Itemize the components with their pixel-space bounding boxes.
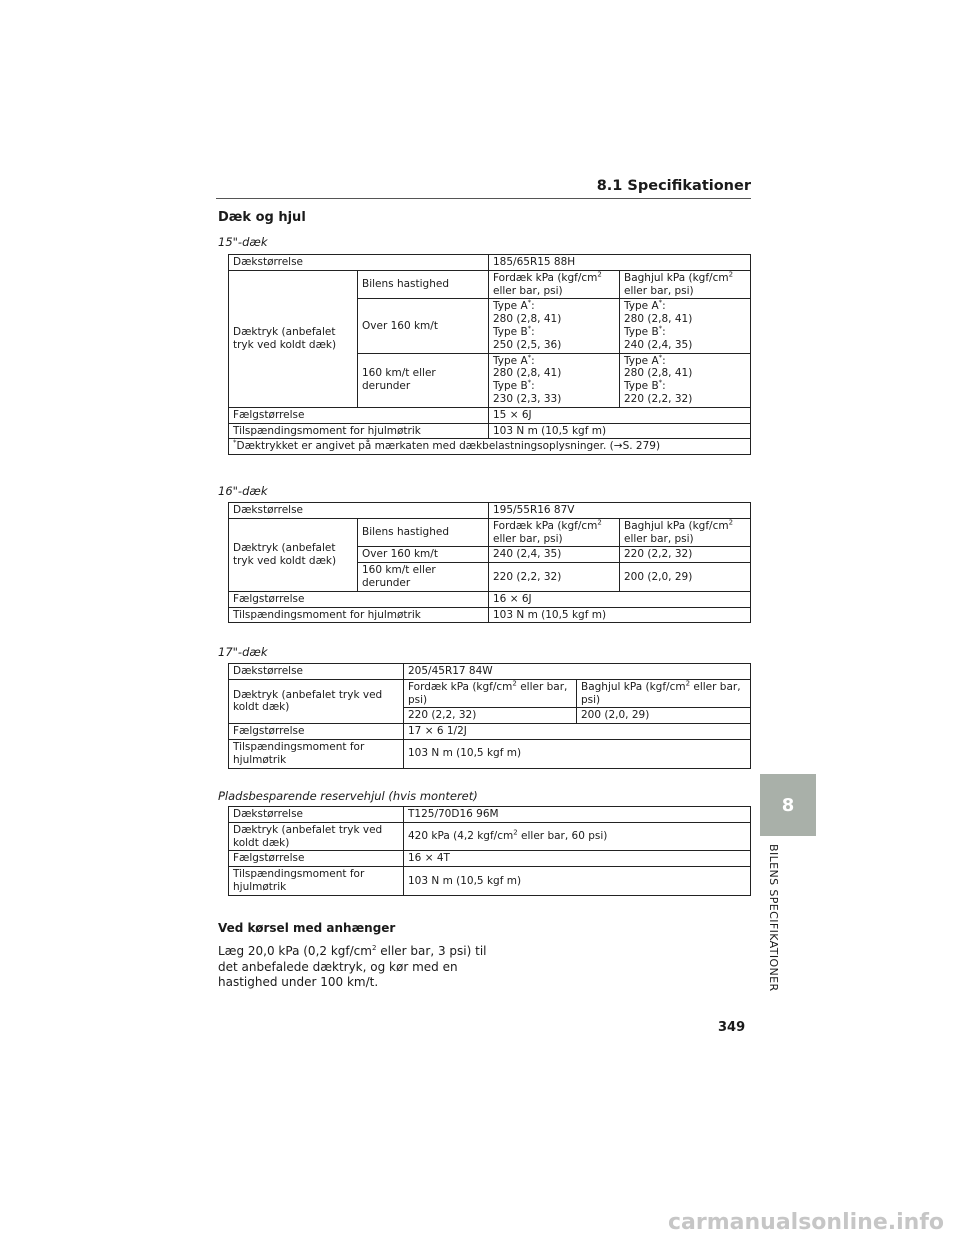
trailer-paragraph: Læg 20,0 kPa (0,2 kgf/$cm^2$ eller bar, 3 psi) til det anbefalede dæktryk, og kør med en hastighed under 100 km/t. (218, 944, 487, 990)
header-divider (216, 198, 751, 199)
table-15-inch (228, 254, 751, 455)
table-cell: 16 × 6J (489, 591, 751, 607)
table-cell: Tilspændingsmoment for hjulmøtrik (229, 423, 489, 439)
chapter-tab-number: 8 (760, 774, 816, 836)
trailer-heading: Ved kørsel med anhænger (218, 921, 396, 935)
table-cell: 103 N m (10,5 kgf m) (404, 739, 751, 768)
table-cell: 220 (2,2, 32) (620, 547, 751, 563)
table-cell: Bilens hastighed (358, 518, 489, 547)
table-cell: 220 (2,2, 32) (489, 563, 620, 592)
table-cell: Fælgstørrelse (229, 724, 404, 740)
table-cell: Dæktryk (anbefalet tryk ved koldt dæk) (229, 679, 404, 723)
table-cell: 103 N m (10,5 kgf m) (404, 867, 751, 896)
table-cell: Fordæk kPa ($kgf/cm^2$ eller bar, psi) (489, 518, 620, 547)
table-spare-wheel (228, 806, 751, 896)
table-cell: Fælgstørrelse (229, 407, 489, 423)
table-cell: Dæktryk (anbefalet tryk ved koldt dæk) (229, 822, 404, 851)
table-cell: Tilspændingsmoment for hjulmøtrik (229, 867, 404, 896)
table-cell: 200 (2,0, 29) (577, 708, 751, 724)
table-cell: Type A*: 280 (2,8, 41) Type B*: 230 (2,3, 33) (489, 353, 620, 407)
table-cell: Fælgstørrelse (229, 591, 489, 607)
table-cell: Dækstørrelse (229, 807, 404, 823)
table-cell: T125/70D16 96M (404, 807, 751, 823)
table-cell: Tilspændingsmoment for hjulmøtrik (229, 607, 489, 623)
table-cell: Type A*: 280 (2,8, 41) Type B*: 240 (2,4, 35) (620, 299, 751, 353)
table-cell: 240 (2,4, 35) (489, 547, 620, 563)
table-16-inch (228, 502, 751, 623)
table-cell: Dækstørrelse (229, 664, 404, 680)
table-15-heading: 15"-dæk (218, 235, 268, 249)
table-cell: Fælgstørrelse (229, 851, 404, 867)
table-cell: 200 (2,0, 29) (620, 563, 751, 592)
table-cell: 103 N m (10,5 kgf m) (489, 607, 751, 623)
table-cell: Fordæk kPa ($kgf/cm^2$ eller bar, psi) (404, 679, 577, 708)
section-heading: Dæk og hjul (218, 210, 306, 225)
table-17-inch (228, 663, 751, 769)
table-cell: Dæktryk (anbefalet tryk ved koldt dæk) (229, 518, 358, 591)
table-cell: 17 × 6 1/2J (404, 724, 751, 740)
table-cell: 195/55R16 87V (489, 503, 751, 519)
table-cell: 220 (2,2, 32) (404, 708, 577, 724)
table-cell: 160 km/t eller derunder (358, 353, 489, 407)
table-cell: Baghjul kPa ($kgf/cm^2$ eller bar, psi) (577, 679, 751, 708)
table-17-heading: 17"-dæk (218, 645, 268, 659)
table-cell: 205/45R17 84W (404, 664, 751, 680)
table-cell: Tilspændingsmoment for hjulmøtrik (229, 739, 404, 768)
table-cell: Dæktryk (anbefalet tryk ved koldt dæk) (229, 270, 358, 407)
table-cell: Over 160 km/t (358, 299, 489, 353)
table-cell: 160 km/t eller derunder (358, 563, 489, 592)
table-16-heading: 16"-dæk (218, 484, 268, 498)
table-cell: Baghjul kPa ($kgf/cm^2$ eller bar, psi) (620, 518, 751, 547)
table-cell: 420 kPa (4,2 kgf/$cm^2$ eller bar, 60 psi) (404, 822, 751, 851)
table-cell: 185/65R15 88H (489, 255, 751, 271)
table-cell: Over 160 km/t (358, 547, 489, 563)
table-cell: 103 N m (10,5 kgf m) (489, 423, 751, 439)
table-cell: 15 × 6J (489, 407, 751, 423)
page-number: 349 (718, 1020, 746, 1035)
table-spare-heading: Pladsbesparende reservehjul (hvis monteret) (218, 789, 478, 803)
table-cell: Type A*: 280 (2,8, 41) Type B*: 220 (2,2, 32) (620, 353, 751, 407)
table-cell: 16 × 4T (404, 851, 751, 867)
table-footnote: *Dæktrykket er angivet på mærkaten med dækbelastningsoplysninger. (→S. 279) (229, 439, 751, 455)
table-cell: Type A*: 280 (2,8, 41) Type B*: 250 (2,5, 36) (489, 299, 620, 353)
section-header-title: 8.1 Specifikationer (596, 178, 751, 194)
table-cell: Fordæk kPa ($kgf/cm^2$ eller bar, psi) (489, 270, 620, 299)
table-cell: Dækstørrelse (229, 255, 489, 271)
watermark: carmanualsonline.info (668, 1210, 944, 1235)
table-cell: Baghjul kPa ($kgf/cm^2$ eller bar, psi) (620, 270, 751, 299)
chapter-tab-label: BILENS SPECIFIKATIONER (767, 844, 780, 992)
table-cell: Bilens hastighed (358, 270, 489, 299)
table-cell: Dækstørrelse (229, 503, 489, 519)
